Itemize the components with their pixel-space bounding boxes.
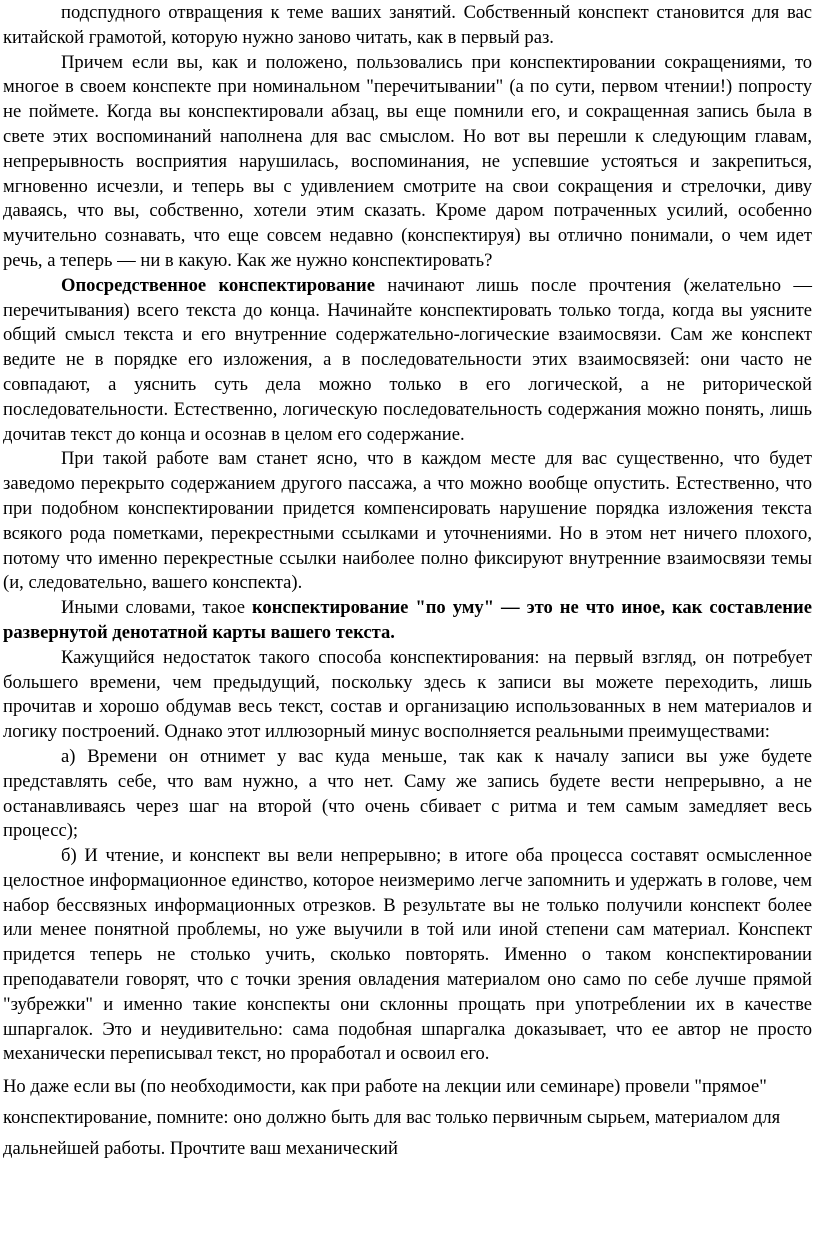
paragraph-cross-references xyxy=(3,447,812,596)
paragraph-text: Иными словами, такое xyxy=(61,597,252,619)
paragraph-denotative-map xyxy=(3,596,812,646)
paragraph-text: подспудного отвращения к теме ваших занятий. Собственный конспект становится для вас китайской грамотой, которую нужно заново читать, как в первый раз. xyxy=(3,2,812,48)
paragraph-direct-note-taking xyxy=(3,1071,812,1164)
paragraph-text: При такой работе вам станет ясно, что в каждом месте для вас существенно, что будет заведомо перекрыто содержанием другого пассажа, а что можно вообще опустить. Естественно, что при подобном конспектировании придется компенсировать нарушение порядка изложения текста всякого рода пометками, перекрестными ссылками и уточнениями. Но в этом нет ничего плохого, потому что именно перекрестные ссылки наиболее полно фиксируют внутренние взаимосвязи темы (и, следовательно, вашего конспекта). xyxy=(3,448,812,594)
paragraph-text: Причем если вы, как и положено, пользовались при конспектировании сокращениями, то многое в своем конспекте при номинальном "перечитывании" (а по сути, первом чтении!) попросту не поймете. Когда вы конспектировали абзац, вы еще помнили его, и сокращенная запись была в свете этих воспоминаний наполнена для вас смыслом. Но вот вы перешли к следующим главам, непрерывность восприятия нарушилась, воспоминания, не успевшие устояться и закрепиться, мгновенно исчезли, и теперь вы с удивлением смотрите на свои сокращения и стрелочки, диву даваясь, что вы, собственно, хотели этим сказать. Кроме даром потраченных усилий, особенно мучительно сознавать, что еще совсем недавно (конспектируя) вы отлично понимали, о чем идет речь, а теперь — ни в какую. Как же нужно конспектировать? xyxy=(3,51,812,271)
paragraph-abbreviations xyxy=(3,51,812,274)
paragraph-continuation xyxy=(3,1,812,51)
paragraph-mediated-note-taking xyxy=(3,274,812,448)
paragraph-text: Кажущийся недостаток такого способа конспектирования: на первый взгляд, он потребует большего времени, чем предыдущий, поскольку здесь к записи вы можете переходить, лишь прочитав и хорошо обдумав весь текст, состав и организацию использованных в нем материалов и логику построений. Однако этот иллюзорный минус восполняется реальными преимуществами: xyxy=(3,646,812,743)
paragraph-advantage-b xyxy=(3,844,812,1067)
bold-term: Опосредственное конспектирование xyxy=(61,274,375,296)
paragraph-text: б) И чтение, и конспект вы вели непрерывно; в итоге оба процесса составят осмысленное целостное информационное единство, которое неизмеримо легче запомнить и удержать в голове, чем набор бессвязных информационных отрезков. В результате вы не только получили конспект более или менее понятной проблемы, но уже выучили в той или иной степени сам материал. Конспект придется теперь не столько учить, сколько повторять. Именно о таком конспектировании преподаватели говорят, что с точки зрения овладения материалом оно само по себе лучше прямой "зубрежки" и именно такие конспекты они склонны прощать при употреблении их в качестве шпаргалок. Это и неудивительно: сама подобная шпаргалка доказывает, что ее автор не просто механически переписывал текст, но проработал и освоил его. xyxy=(3,845,812,1065)
paragraph-apparent-drawback xyxy=(3,646,812,745)
paragraph-text: а) Времени он отнимет у вас куда меньше, так как к началу записи вы уже будете представлять себе, что вам нужно, а что нет. Саму же запись будете вести непрерывно, а не останавливаясь через шаг на второй (что очень сбивает с ритма и тем самым замедляет весь процесс); xyxy=(3,745,812,842)
paragraph-text: Но даже если вы (по необходимости, как при работе на лекции или семинаре) провели "прямое" конспектирование, помните: оно должно быть для вас только первичным сырьем, материалом для дальнейшей работы. Прочтите ваш механический xyxy=(3,1076,781,1160)
paragraph-advantage-a xyxy=(3,745,812,844)
bold-definition: конспектирование "по уму" — это не что иное, как составление развернутой денотатной карты вашего текста. xyxy=(3,597,812,643)
paragraph-text: начинают лишь после прочтения (желательно — перечитывания) всего текста до конца. Начинайте конспектировать только тогда, когда вы уясните общий смысл текста и его внутренние содержательно-логические взаимосвязи. Сам же конспект ведите не в порядке его изложения, а в последовательности этих взаимосвязей: они часто не совпадают, а уяснить суть дела можно только в его логической, а не риторической последовательности. Естественно, логическую последовательность содержания можно понять, лишь дочитав текст до конца и осознав в целом его содержание. xyxy=(3,274,813,445)
